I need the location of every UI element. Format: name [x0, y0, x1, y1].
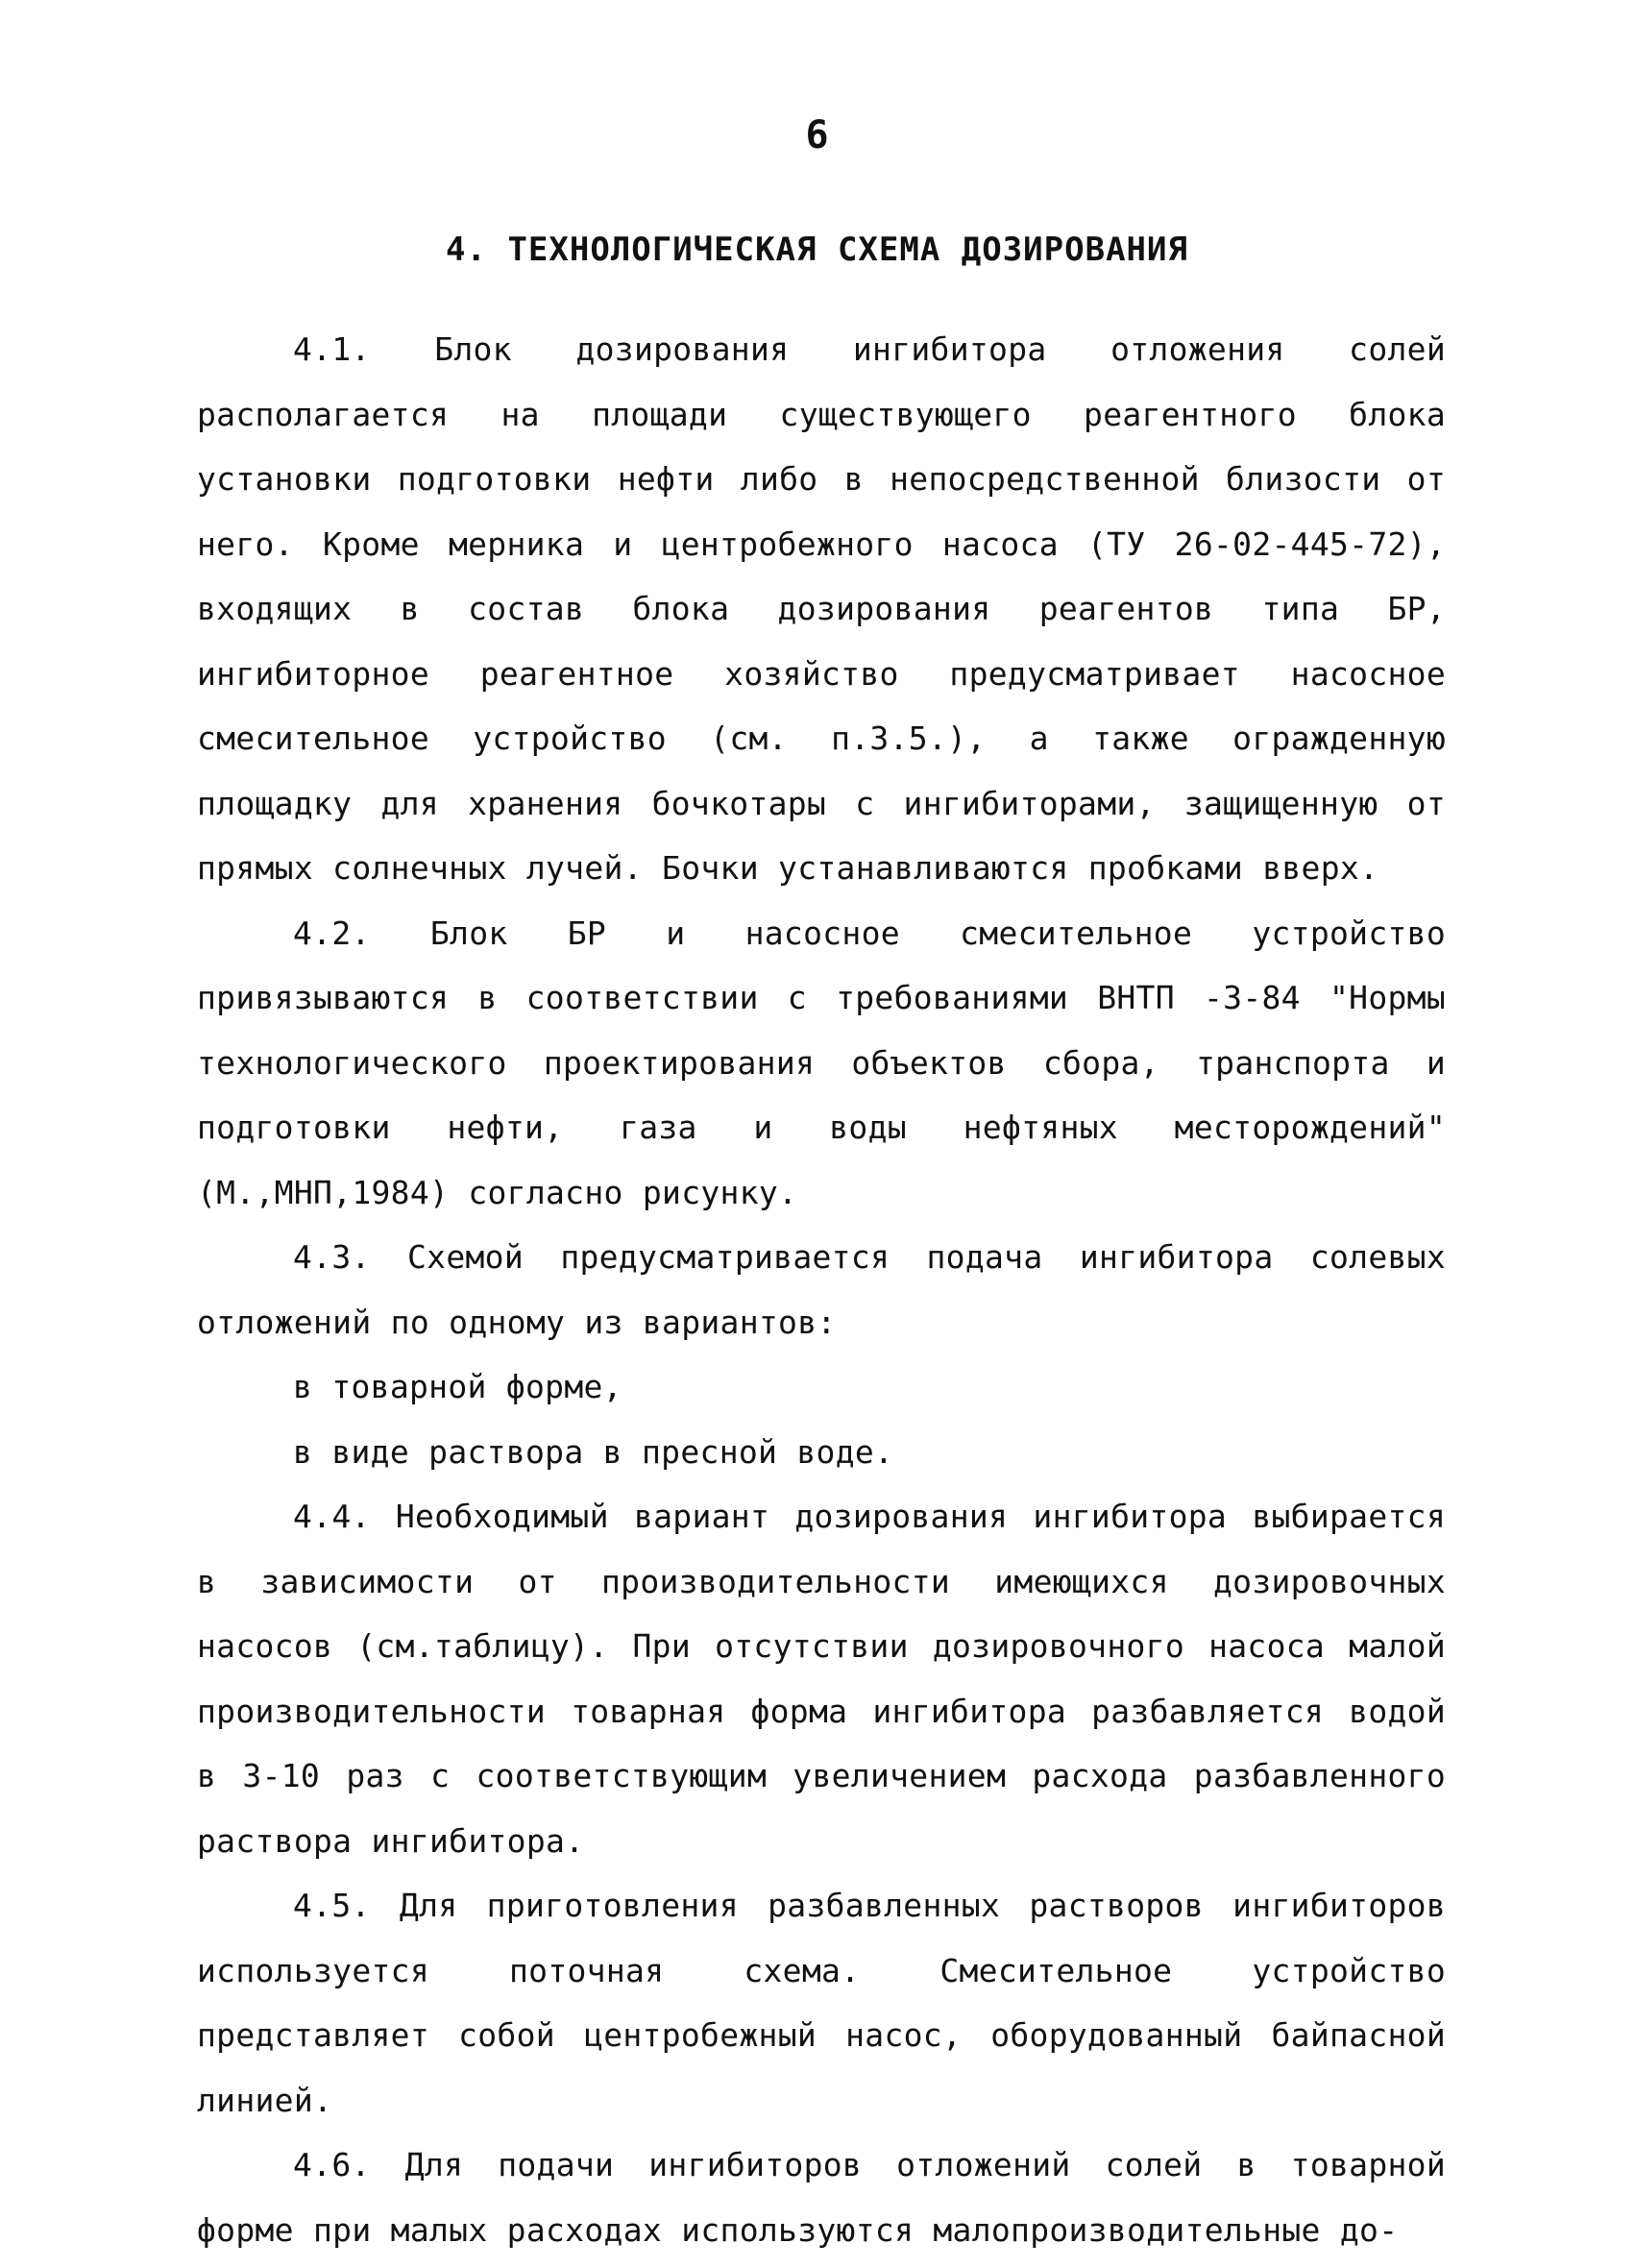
- paragraph-4-5: 4.5. Для приготовления разбавленных растворов ингибиторов используется поточная схема. Смесительное устройство представляет собой центробежный насос, оборудованный байпасной линией.: [197, 1887, 1446, 2119]
- paragraph-4-6: 4.6. Для подачи ингибиторов отложений солей в товарной форме при малых расходах используются малопроизводительные до-: [197, 2146, 1446, 2249]
- paragraph-4-1: 4.1. Блок дозирования ингибитора отложения солей располагается на площади существующего реагентного блока установки подготовки нефти либо в непосредственной близости от него. Кроме мерника и центробежного насоса (ТУ 26-02-445-72), входящих в состав блока дозирования реагентов типа БР, ингибиторное реагентное хозяйство предусматривает насосное смесительное устройство (см. п.3.5.), а также огражденную площадку для хранения бочкотары с ингибиторами, защищенную от прямых солнечных лучей. Бочки устанавливаются пробками вверх.: [197, 330, 1446, 887]
- paragraph-4-2: 4.2. Блок БР и насосное смесительное устройство привязываются в соответствии с требованиями ВНТП -3-84 "Нормы технологического проектирования объектов сбора, транспорта и подготовки нефти, газа и воды нефтяных месторождений"(М.,МНП,1984) согласно рисунку.: [197, 914, 1446, 1211]
- section-heading: 4. ТЕХНОЛОГИЧЕСКАЯ СХЕМА ДОЗИРОВАНИЯ: [446, 231, 1188, 269]
- page-number: 6: [805, 113, 829, 158]
- paragraph-4-3: 4.3. Схемой предусматривается подача ингибитора солевых отложений по одному из вариантов:: [197, 1238, 1446, 1341]
- list-item-commercial-form: в товарной форме,: [293, 1368, 622, 1405]
- body-text: [197, 317, 1446, 2262]
- paragraph-4-4: 4.4. Необходимый вариант дозирования ингибитора выбирается в зависимости от производительности имеющихся дозировочных насосов (см.таблицу). При отсутствии дозировочного насоса малой производительности товарная форма ингибитора разбавляется водой в 3-10 раз с соответствующим увеличением расхода разбавленного раствора ингибитора.: [197, 1498, 1446, 1860]
- list-item-solution-form: в виде раствора в пресной воде.: [293, 1432, 894, 1471]
